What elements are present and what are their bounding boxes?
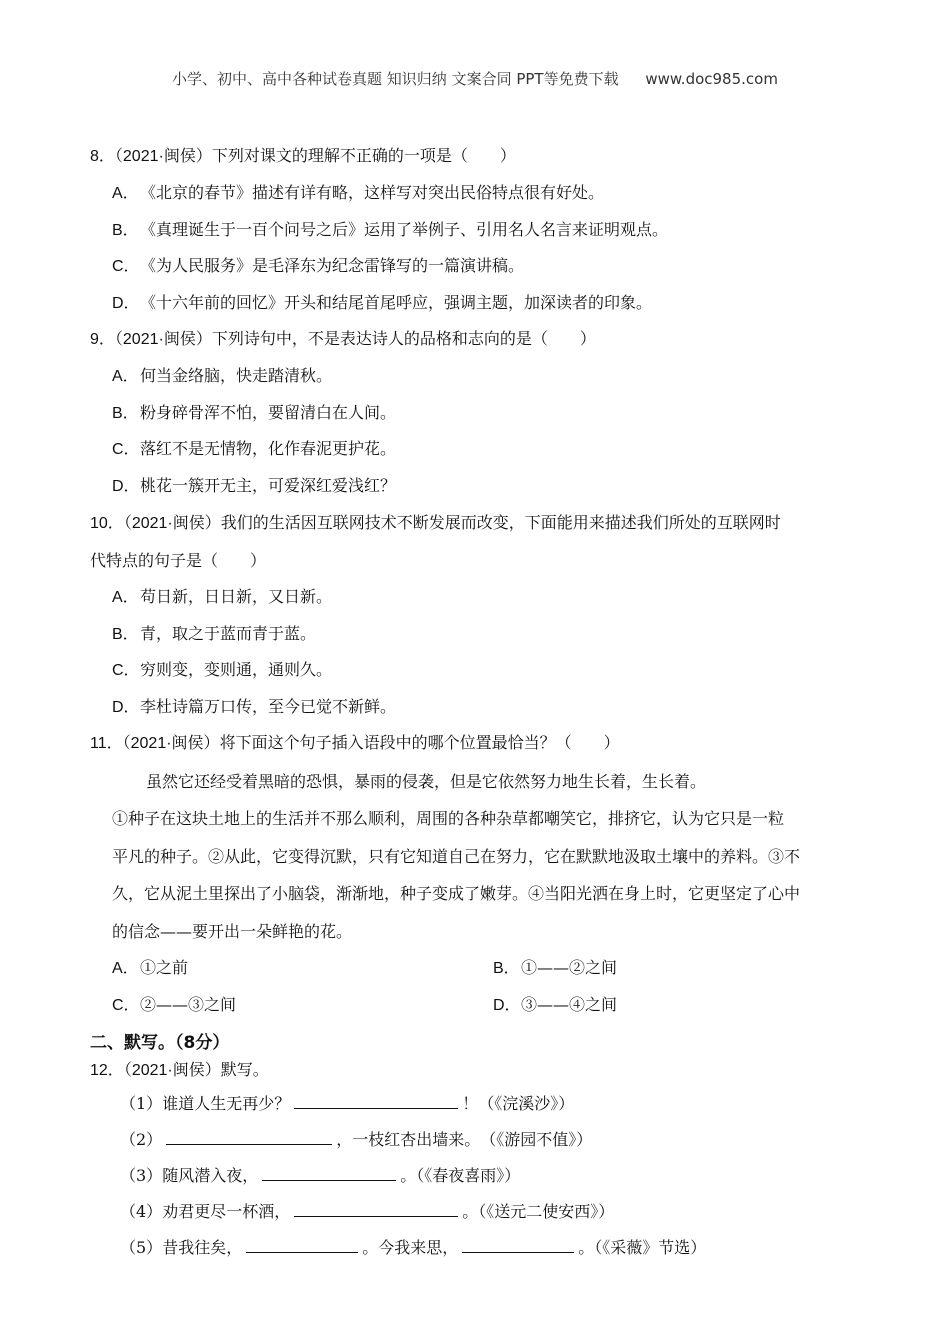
question-stem: 下列诗句中，不是表达诗人的品格和志向的是（ ） <box>211 329 596 348</box>
question-stem-line1: 我们的生活因互联网技术不断发展而改变，下面能用来描述我们所处的互联网时 <box>220 513 781 532</box>
passage <box>112 800 860 950</box>
option-8b: B．《真理诞生于一百个问号之后》运用了举例子、引用名人名言来证明观点。 <box>112 219 669 239</box>
option-11b: B．①——②之间 <box>493 958 618 977</box>
exam-content <box>90 138 860 1266</box>
option-10b: B．青，取之于蓝而青于蓝。 <box>112 623 317 643</box>
question-8: 8．（2021·闽侯）下列对课文的理解不正确的一项是（ ） <box>90 146 516 165</box>
question-source: （2021·闽侯） <box>122 735 220 752</box>
question-source: （2021·闽侯） <box>114 148 212 165</box>
option-9d: D．桃花一簇开无主，可爱深红爱浅红？ <box>112 475 397 495</box>
question-source: （2021·闽侯） <box>114 331 212 348</box>
dictation-item-1: （1）谁道人生无再少？ ！（《浣溪沙》） <box>120 1086 860 1122</box>
options-row-1 <box>90 950 860 987</box>
answer-blank[interactable] <box>294 1090 458 1109</box>
option-10d: D．李杜诗篇万口传，至今已觉不新鲜。 <box>112 696 397 716</box>
insert-sentence: 虽然它还经受着黑暗的恐惧，暴雨的侵袭，但是它依然努力地生长着，生长着。 <box>146 772 707 791</box>
options-row-2 <box>90 987 860 1024</box>
passage-line: 平凡的种子。②从此，它变得沉默，只有它知道自己在努力，它在默默地汲取土壤中的养料。③不 <box>112 846 801 866</box>
dictation-item-5: （5）昔我往矣， 。今我来思， 。（《采薇》节选） <box>120 1230 860 1266</box>
option-9a: A．何当金络脑，快走踏清秋。 <box>112 366 333 385</box>
header-text: 小学、初中、高中各种试卷真题 知识归纳 文案合同 PPT等免费下载 <box>172 70 619 88</box>
question-source: （2021·闽侯） <box>123 515 221 532</box>
passage-line: ①种子在这块土地上的生活并不那么顺利，周围的各种杂草都嘲笑它，排挤它，认为它只是一粒 <box>112 809 785 828</box>
dictation-item-4: （4）劝君更尽一杯酒， 。（《送元二使安西》） <box>120 1194 860 1230</box>
dictation-item-3: （3）随风潜入夜， 。（《春夜喜雨》） <box>120 1158 860 1194</box>
option-11c: C．②——③之间 <box>112 994 237 1014</box>
option-8a: A．《北京的春节》描述有详有略，这样写对突出民俗特点很有好处。 <box>112 183 605 202</box>
question-stem: 下列对课文的理解不正确的一项是（ ） <box>211 146 516 165</box>
question-12: 12．（2021·闽侯）默写。 <box>90 1060 269 1079</box>
answer-blank[interactable] <box>166 1126 332 1145</box>
header-url[interactable]: www.doc985.com <box>645 70 778 88</box>
answer-blank[interactable] <box>262 1162 396 1181</box>
question-9: 9．（2021·闽侯）下列诗句中，不是表达诗人的品格和志向的是（ ） <box>90 329 596 348</box>
passage-line: 久，它从泥土里探出了小脑袋，渐渐地，种子变成了嫩芽。④当阳光洒在身上时，它更坚定了心中 <box>112 884 801 903</box>
answer-blank[interactable] <box>294 1198 458 1217</box>
option-11d: D．③——④之间 <box>493 994 618 1014</box>
answer-blank[interactable] <box>462 1234 574 1253</box>
question-11: 11．（2021·闽侯）将下面这个句子插入语段中的哪个位置最恰当？（ ） <box>90 733 620 752</box>
option-8d: D．《十六年前的回忆》开头和结尾首尾呼应，强调主题，加深读者的印象。 <box>112 292 653 312</box>
passage-line: 的信念——要开出一朵鲜艳的花。 <box>112 921 353 941</box>
question-source: （2021·闽侯） <box>123 1062 221 1079</box>
question-stem-line2: 代特点的句子是（ ） <box>90 551 267 570</box>
option-11a: A．①之前 <box>112 958 189 977</box>
question-stem: 将下面这个句子插入语段中的哪个位置最恰当？（ ） <box>219 733 620 752</box>
option-10c: C．穷则变，变则通，通则久。 <box>112 660 333 679</box>
dictation-item-2: （2） ，一枝红杏出墙来。 （《游园不值》） <box>120 1122 860 1158</box>
section-title: 二、默写。（8分） <box>90 1033 230 1053</box>
option-9b: B．粉身碎骨浑不怕，要留清白在人间。 <box>112 402 397 422</box>
question-10: 10．（2021·闽侯）我们的生活因互联网技术不断发展而改变，下面能用来描述我们所处的互联网时 代特点的句子是（ ） <box>90 513 781 570</box>
option-9c: C．落红不是无情物，化作春泥更护花。 <box>112 439 397 458</box>
answer-blank[interactable] <box>246 1234 358 1253</box>
option-8c: C．《为人民服务》是毛泽东为纪念雷锋写的一篇演讲稿。 <box>112 256 525 275</box>
option-10a: A．苟日新，日日新，又日新。 <box>112 587 333 606</box>
page-header <box>0 68 950 89</box>
question-stem: 默写。 <box>220 1060 269 1079</box>
